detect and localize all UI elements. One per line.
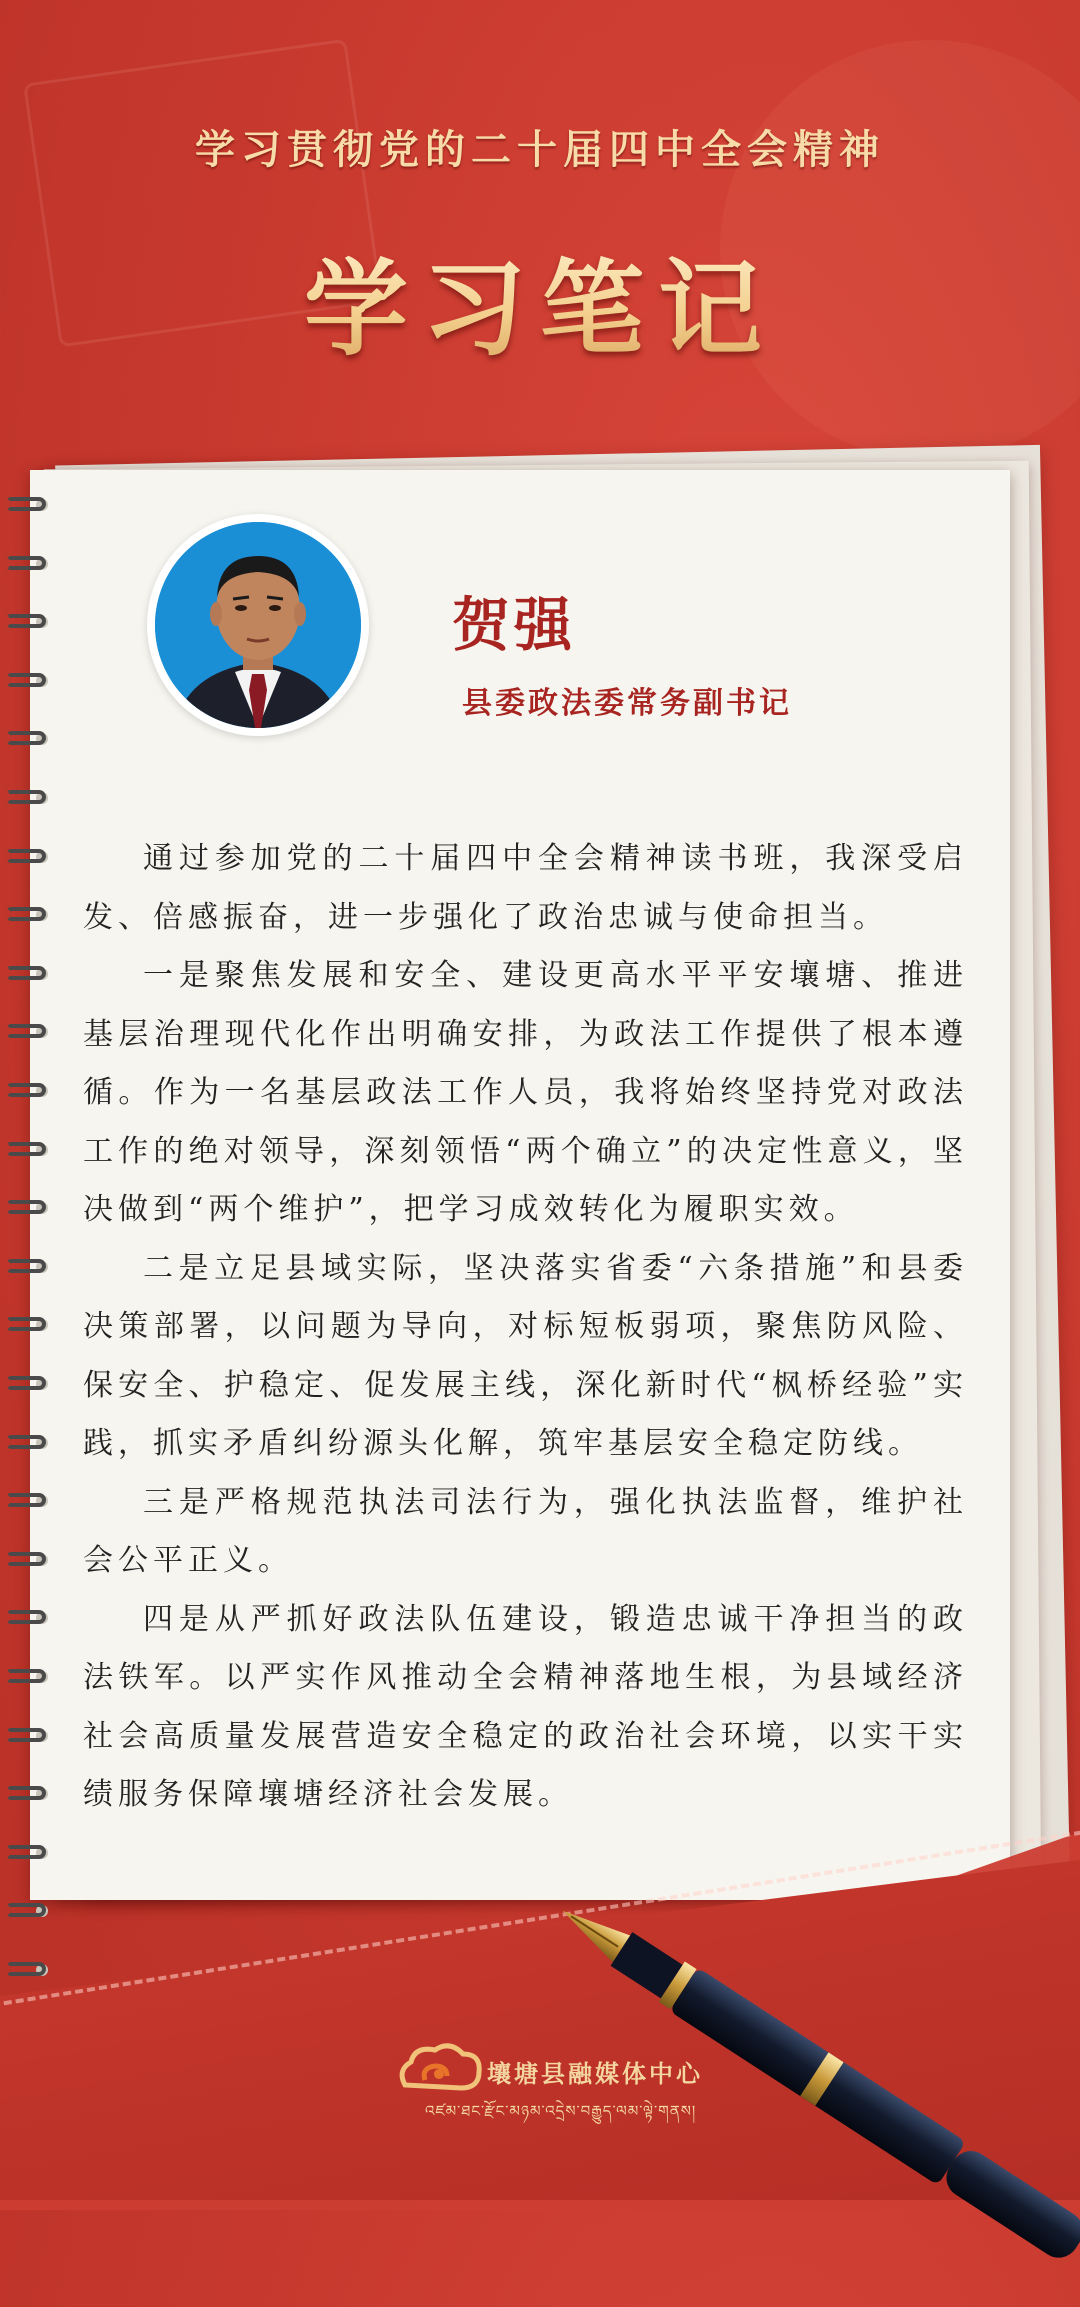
binding-ring bbox=[6, 554, 48, 574]
portrait-photo bbox=[155, 522, 361, 728]
binding-ring bbox=[6, 671, 48, 691]
person-name: 贺强 bbox=[452, 591, 577, 659]
binding-ring bbox=[6, 1140, 48, 1160]
person-role: 县委政法委常务副书记 bbox=[462, 686, 792, 721]
binding-ring bbox=[6, 1433, 48, 1453]
binding-ring bbox=[6, 495, 48, 515]
binding-ring bbox=[6, 1608, 48, 1628]
binding-ring bbox=[6, 1550, 48, 1570]
header-title: 学习笔记 bbox=[0, 225, 1080, 375]
binding-ring bbox=[6, 612, 48, 632]
paragraph-intro: 通过参加党的二十届四中全会精神读书班，我深受启发、倍感振奋，进一步强化了政治忠诚与使命担当。 bbox=[83, 841, 968, 935]
binding-ring bbox=[6, 729, 48, 749]
paragraph-point-1: 一是聚焦发展和安全、建设更高水平平安壤塘、推进基层治理现代化作出明确安排，为政法工作提供了根本遵循。作为一名基层政法工作人员，我将始终坚持党对政法工作的绝对领导，深刻领悟“两个确立”的决定性意义，坚决做到“两个维护”，把学习成效转化为履职实效。 bbox=[83, 958, 968, 1227]
binding-ring bbox=[6, 1257, 48, 1277]
paragraph-point-3: 三是严格规范执法司法行为，强化执法监督，维护社会公平正义。 bbox=[83, 1484, 968, 1578]
binding-ring bbox=[6, 788, 48, 808]
binding-ring bbox=[6, 1960, 48, 1980]
spiral-binding bbox=[0, 495, 60, 2005]
avatar bbox=[155, 522, 361, 728]
binding-ring bbox=[6, 1081, 48, 1101]
binding-ring bbox=[6, 1784, 48, 1804]
media-center-logo bbox=[395, 2040, 715, 2120]
header-subtitle: 学习贯彻党的二十届四中全会精神 bbox=[195, 127, 885, 173]
paragraph-point-2: 二是立足县域实际，坚决落实省委“六条措施”和县委决策部署，以问题为导向，对标短板弱项，聚焦防风险、保安全、护稳定、促发展主线，深化新时代“枫桥经验”实践，抓实矛盾纠纷源头化解，筑牢基层安全稳定防线。 bbox=[83, 1250, 968, 1461]
logo-tibetan-name: འཛམ་ཐང་རྫོང་མཉམ་འདྲེས་བརྒྱུད་ལམ་ལྟེ་གནས། bbox=[425, 2102, 697, 2120]
binding-ring bbox=[6, 1491, 48, 1511]
binding-ring bbox=[6, 1022, 48, 1042]
binding-ring bbox=[6, 1374, 48, 1394]
article-body bbox=[83, 830, 968, 1825]
cloud-logo-icon bbox=[395, 2040, 485, 2100]
binding-ring bbox=[6, 905, 48, 925]
binding-ring bbox=[6, 964, 48, 984]
binding-ring bbox=[6, 1667, 48, 1687]
binding-ring bbox=[6, 1198, 48, 1218]
binding-ring bbox=[6, 1901, 48, 1921]
binding-ring bbox=[6, 1843, 48, 1863]
binding-ring bbox=[6, 847, 48, 867]
logo-name: 壤塘县融媒体中心 bbox=[487, 2060, 703, 2088]
binding-ring bbox=[6, 1315, 48, 1335]
paragraph-point-4: 四是从严抓好政法队伍建设，锻造忠诚干净担当的政法铁军。以严实作风推动全会精神落地生根，为县域经济社会高质量发展营造安全稳定的政治社会环境，以实干实绩服务保障壤塘经济社会发展。 bbox=[83, 1601, 968, 1812]
binding-ring bbox=[6, 1726, 48, 1746]
